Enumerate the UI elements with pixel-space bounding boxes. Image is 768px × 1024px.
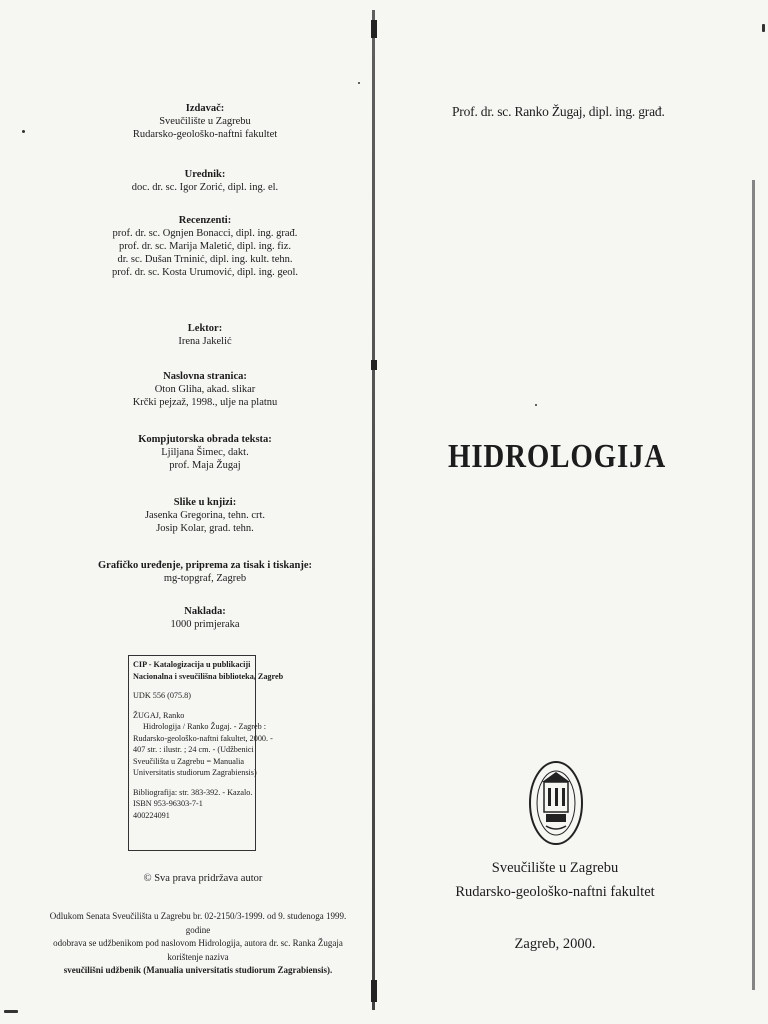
university-name: Sveučilište u Zagrebu xyxy=(491,860,619,876)
left-page xyxy=(0,0,372,1024)
cover-line: Oton Gliha, akad. slikar xyxy=(154,384,256,395)
print-run-block xyxy=(75,605,335,631)
cip-library: Nacionalna i sveučilišna biblioteka, Zagreb xyxy=(133,671,284,681)
cip-isbn: ISBN 953-96303-7-1 xyxy=(133,799,203,808)
publisher-block xyxy=(75,102,335,141)
cip-record-box xyxy=(128,655,284,851)
typesetting-block xyxy=(75,433,335,472)
print-run-line: 1000 primjeraka xyxy=(170,619,240,630)
book-title: HIDROLOGIJA xyxy=(448,438,667,475)
copyright-notice: © Sva prava pridržava autor xyxy=(143,873,263,884)
reviewer-line: prof. dr. sc. Marija Maletić, dipl. ing. fiz. xyxy=(118,241,292,252)
publisher-line: Sveučilište u Zagrebu xyxy=(159,116,251,127)
proofreader-heading: Lektor: xyxy=(187,323,223,334)
printing-line: mg-topgraf, Zagreb xyxy=(163,573,247,584)
typesetting-line: prof. Maja Žugaj xyxy=(169,460,241,471)
publisher-line: Rudarsko-geološko-naftni fakultet xyxy=(132,129,278,140)
cip-record-line: ŽUGAJ, Ranko xyxy=(133,710,185,720)
senate-note-line: odobrava se udžbenikom pod naslovom Hidrologija, autora dr. sc. Ranka Žugaja korištenje naziva xyxy=(53,938,343,962)
author-line: Prof. dr. sc. Ranko Žugaj, dipl. ing. građ. xyxy=(452,104,665,119)
cip-id: 400224091 xyxy=(133,810,170,820)
page-edge xyxy=(752,180,755,990)
editor-block xyxy=(75,168,335,194)
cover-line: Krčki pejzaž, 1998., ulje na platnu xyxy=(132,397,278,408)
senate-note-line: Odlukom Senata Sveučilišta u Zagrebu br. 02-2150/3-1999. od 9. studenoga 1999. godine xyxy=(49,911,347,935)
illustrations-line: Josip Kolar, grad. tehn. xyxy=(156,523,254,534)
illustrations-heading: Slike u knjizi: xyxy=(173,497,237,508)
cip-record-line: 407 str. : ilustr. ; 24 cm. - (Udžbenici xyxy=(133,745,254,754)
cip-biblio-line: Bibliografija: str. 383-392. - Kazalo. xyxy=(133,787,253,797)
print-run-heading: Naklada: xyxy=(184,606,226,617)
university-seal-icon xyxy=(528,760,584,846)
senate-note xyxy=(38,910,358,978)
printing-block xyxy=(75,559,335,585)
printing-heading: Grafičko uređenje, priprema za tisak i tiskanje: xyxy=(98,560,312,571)
cip-record-line: Rudarsko-geološko-naftni fakultet, 2000. - xyxy=(133,733,273,743)
reviewers-heading: Recenzenti: xyxy=(178,215,232,226)
cover-block xyxy=(75,370,335,409)
cip-record-line: Sveučilišta u Zagrebu = Manualia xyxy=(133,756,245,766)
place-date: Zagreb, 2000. xyxy=(514,936,596,952)
reviewer-line: prof. dr. sc. Kosta Urumović, dipl. ing. geol. xyxy=(111,267,299,278)
cip-title: CIP - Katalogizacija u publikaciji xyxy=(133,660,251,669)
faculty-name: Rudarsko-geološko-naftni fakultet xyxy=(455,884,655,900)
typesetting-line: Ljiljana Šimec, dakt. xyxy=(161,447,249,458)
cip-record-line: Hidrologija / Ranko Žugaj. - Zagreb : xyxy=(143,722,267,731)
reviewer-line: prof. dr. sc. Ognjen Bonacci, dipl. ing. građ. xyxy=(112,228,298,239)
proofreader-block xyxy=(75,322,335,348)
illustrations-block xyxy=(75,496,335,535)
cip-record-line: Universitatis studiorum Zagrabiensis) xyxy=(133,768,257,777)
proofreader-line: Irena Jakelić xyxy=(178,336,232,347)
typesetting-heading: Kompjutorska obrada teksta: xyxy=(138,434,272,445)
illustrations-line: Jasenka Gregorina, tehn. crt. xyxy=(144,510,266,521)
cip-udk: UDK 556 (075.8) xyxy=(133,691,191,700)
editor-heading: Urednik: xyxy=(184,169,226,180)
reviewers-block xyxy=(75,214,335,279)
publisher-heading: Izdavač: xyxy=(185,103,225,114)
reviewer-line: dr. sc. Dušan Trninić, dipl. ing. kult. tehn. xyxy=(117,254,293,265)
editor-line: doc. dr. sc. Igor Zorić, dipl. ing. el. xyxy=(131,182,279,193)
cover-heading: Naslovna stranica: xyxy=(163,371,247,382)
senate-note-line: sveučilišni udžbenik (Manualia universitatis studiorum Zagrabiensis). xyxy=(63,965,333,975)
